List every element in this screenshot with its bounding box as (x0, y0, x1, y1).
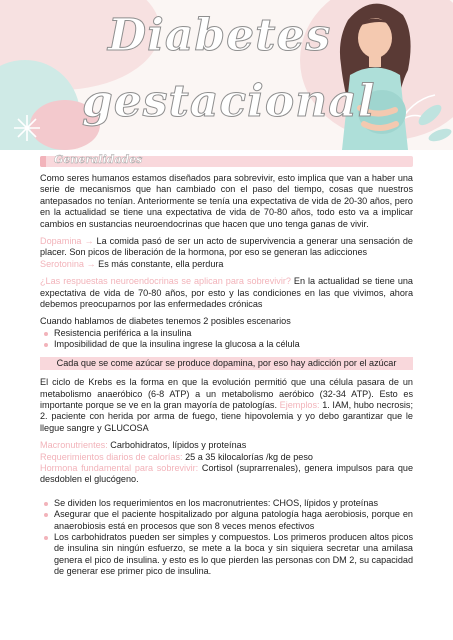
document-body (40, 150, 413, 584)
paragraph-dopamina (40, 236, 413, 270)
highlight-callout: Cada que se come azúcar se produce dopamina, por eso hay adicción por el azúcar (40, 357, 413, 370)
bullet-list (40, 498, 413, 578)
paragraph-nutrition (40, 440, 413, 486)
hormona-text: Cortisol (suprarrenales), genera impulsos para que desdoblen el glucógeno. (40, 462, 413, 485)
title-line-1: Diabetes (108, 10, 332, 61)
krebs-text: El ciclo de Krebs es la forma en que la evolución permitió que una célula pasara de un metabolismo anaeróbico (6-8 ATP) a un metabolismo aeróbico (32-34 ATP). Esto es importante porque se ve en la gran mayoría de patologías. (40, 377, 413, 410)
list-item: Los carbohidratos pueden ser simples y compuestos. Los primeros producen altos picos de insulina sin ningún esfuerzo, se mete a la boca y sin siquiera secretar una amilasa genera el pico de insulina. y esto es lo que pierden las personas con DM 2, su capacidad de generar ese primer pico de insulina. (40, 532, 413, 578)
serotonina-text: Es más constante, ella perdura (95, 258, 224, 269)
list-item: Resistencia periférica a la insulina (40, 328, 413, 339)
list-item: Se dividen los requerimientos en los macronutrientes: CHOS, lípidos y proteínas (40, 498, 413, 509)
list-item: Asegurar que el paciente hospitalizado por alguna patología haga aerobiosis, porque en anaerobiosis está en procesos que son 8 veces menos efectivos (40, 509, 413, 532)
section-bar-tab (40, 156, 46, 167)
title-line-2: gestacional (82, 76, 376, 127)
section-title: Generalidades (54, 153, 143, 166)
requerimientos-label: Requerimientos diarios de calorías: (40, 451, 183, 462)
serotonina-label: Serotonina → (40, 258, 96, 269)
ejemplos-text: 1. IAM, hubo necrosis; 2. paciente con herida por arma de fuego, tiene hipovolemia y yo debo garantizar que le llegue sangre y GLUCOSA (40, 399, 413, 433)
header-banner (0, 0, 453, 150)
paragraph-intro: Como seres humanos estamos diseñados para sobrevivir, esto implica que van a haber una serie de mecanismos que han cambiado con el paso del tiempo, cosas que nuestros antepasados no tenían. Anteriormente se tenía una expectativa de vida de 20-30 años, pero en la actualidad se tiene una expectativa de vida de 70-80 años, todo esto va a implicar cambios en sustancias neuroendocrinas que hacen que uno tenga ganas de vivir. (40, 173, 413, 229)
paragraph-krebs (40, 377, 413, 434)
question-label: ¿Las respuestas neuroendocrinas se aplican para sobrevivir? (40, 276, 291, 287)
macro-label: Macronutrientes: (40, 440, 108, 451)
paragraph-question (40, 276, 413, 310)
section-header (40, 154, 413, 169)
requerimientos-text: 25 a 35 kilocalorías /kg de peso (182, 451, 313, 462)
dopamina-text: La comida pasó de ser un acto de supervivencia a generar una sensación de placer. Son picos de liberación de la hormona, por eso se generan las adicciones (40, 236, 413, 258)
question-text: En la actualidad se tiene una expectativa de vida de 70-80 años, por esto y las condiciones en las que vivimos, ahora debemos preocuparnos por las enfermedades crónicas (40, 276, 413, 310)
macro-text: Carbohidratos, lípidos y proteínas (107, 440, 247, 451)
scenarios-list (40, 328, 413, 351)
dopamina-label: Dopamina → (40, 236, 94, 247)
hormona-label: Hormona fundamental para sobrevivir: (40, 462, 199, 473)
list-item: Imposibilidad de que la insulina ingrese la glucosa a la célula (40, 339, 413, 350)
ejemplos-label: Ejemplos: (279, 399, 320, 410)
pregnant-woman-illustration (320, 0, 430, 150)
scenarios-intro: Cuando hablamos de diabetes tenemos 2 posibles escenarios (40, 316, 291, 327)
